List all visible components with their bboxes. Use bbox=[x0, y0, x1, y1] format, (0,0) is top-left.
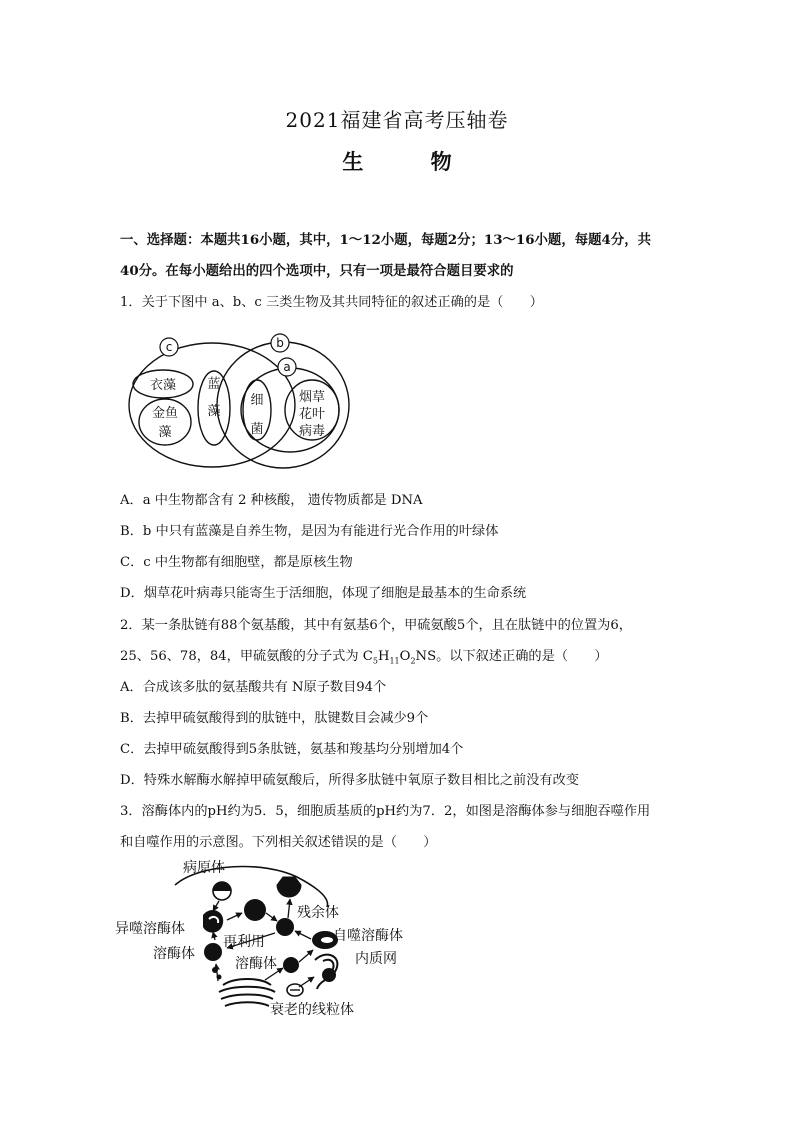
label-rongmeiti-left: 溶酶体 bbox=[153, 946, 195, 962]
question-2-stem-line2: 25、56、78，84，甲硫氨酸的分子式为 $C_5H_{11}O_2NS$。以下叙述正确的是（ ） bbox=[120, 649, 608, 666]
label-zishi-rongmeiti: 自噬溶酶体 bbox=[333, 928, 403, 944]
jinyuzao-label-2: 藻 bbox=[158, 425, 172, 440]
residual-body-exit-icon bbox=[277, 877, 301, 897]
virus-label-3: 病毒 bbox=[298, 424, 326, 439]
label-rongmeiti-mid: 溶酶体 bbox=[235, 956, 277, 972]
q2-option-b: B．去掉甲硫氨酸得到的肽链中，肽键数目会减少9个 bbox=[120, 711, 429, 726]
label-shuailao-xianliti: 衰老的线粒体 bbox=[270, 1002, 354, 1018]
q1-option-a: A．a 中生物都含有 2 种核酸， 遗传物质都是 DNA bbox=[120, 493, 423, 508]
section-heading-line2: 40分。在每小题给出的四个选项中，只有一项是最符合题目要求的 bbox=[120, 263, 514, 279]
residual-body-icon bbox=[276, 918, 294, 936]
exam-title: 2021福建省高考压轴卷 bbox=[285, 108, 509, 132]
q1-option-d: D．烟草花叶病毒只能寄生于活细胞，体现了细胞是最基本的生命系统 bbox=[120, 586, 527, 601]
label-a: a bbox=[283, 360, 291, 374]
virus-label-1: 烟草 bbox=[298, 390, 326, 405]
xijun-label-2: 菌 bbox=[250, 422, 264, 437]
question-3-stem-line2: 和自噬作用的示意图。下列相关叙述错误的是（ ） bbox=[120, 835, 437, 850]
lanzao-label-2: 藻 bbox=[207, 404, 221, 419]
q3-lysosome-diagram bbox=[115, 855, 415, 1020]
question-1-stem: 1．关于下图中 a、b、c 三类生物及其共同特征的叙述正确的是（ ） bbox=[120, 295, 543, 310]
virus-label-2: 花叶 bbox=[298, 407, 326, 422]
lysosome-icon-mid bbox=[283, 957, 299, 973]
q1-option-b: B．b 中只有蓝藻是自养生物，是因为有能进行光合作用的叶绿体 bbox=[120, 524, 499, 539]
q1-venn-diagram bbox=[120, 328, 360, 473]
label-bingyuanti: 病原体 bbox=[183, 860, 225, 876]
golgi-icon bbox=[219, 979, 275, 1006]
label-zaili: 再利用 bbox=[223, 934, 265, 950]
question-3-stem-line1: 3．溶酶体内的pH约为5．5，细胞质基质的pH约为7．2，如图是溶酶体参与细胞吞噬作用 bbox=[120, 804, 651, 819]
jinyuzao-label-1: 金鱼 bbox=[151, 406, 179, 421]
label-b: b bbox=[276, 336, 284, 350]
label-yishi-rongmeiti: 异噬溶酶体 bbox=[115, 921, 185, 937]
exam-subject: 生 物 bbox=[342, 149, 482, 174]
q2-option-c: C．去掉甲硫氨酸得到5条肽链，氨基和羧基均分别增加4个 bbox=[120, 742, 464, 757]
q2-option-d: D．特殊水解酶水解掉甲硫氨酸后，所得多肽链中氧原子数目相比之前没有改变 bbox=[120, 773, 579, 788]
q1-option-c: C．c 中生物都有细胞壁，都是原核生物 bbox=[120, 555, 353, 570]
question-2-stem-line1: 2．某一条肽链有88个氨基酸，其中有氨基6个，甲硫氨酸5个，且在肽链中的位置为6， bbox=[120, 618, 632, 633]
label-canyu: 残余体 bbox=[297, 905, 339, 921]
q2-option-a: A．合成该多肽的氨基酸共有 N原子数目94个 bbox=[120, 680, 387, 695]
er-icon bbox=[315, 955, 337, 989]
lysosome-icon-left bbox=[204, 943, 222, 961]
lanzao-label-1: 蓝 bbox=[207, 377, 221, 392]
vesicle-icon-1 bbox=[244, 899, 266, 921]
section-heading-line1: 一、选择题：本题共16小题，其中，1～12小题，每题2分；13～16小题，每题4分，共 bbox=[120, 232, 651, 248]
xijun-label-1: 细 bbox=[250, 393, 264, 408]
label-neizhiwang: 内质网 bbox=[355, 951, 397, 967]
yizao-label: 衣藻 bbox=[149, 378, 177, 393]
heterophagic-lysosome-icon bbox=[203, 910, 223, 933]
label-c: c bbox=[165, 340, 173, 354]
